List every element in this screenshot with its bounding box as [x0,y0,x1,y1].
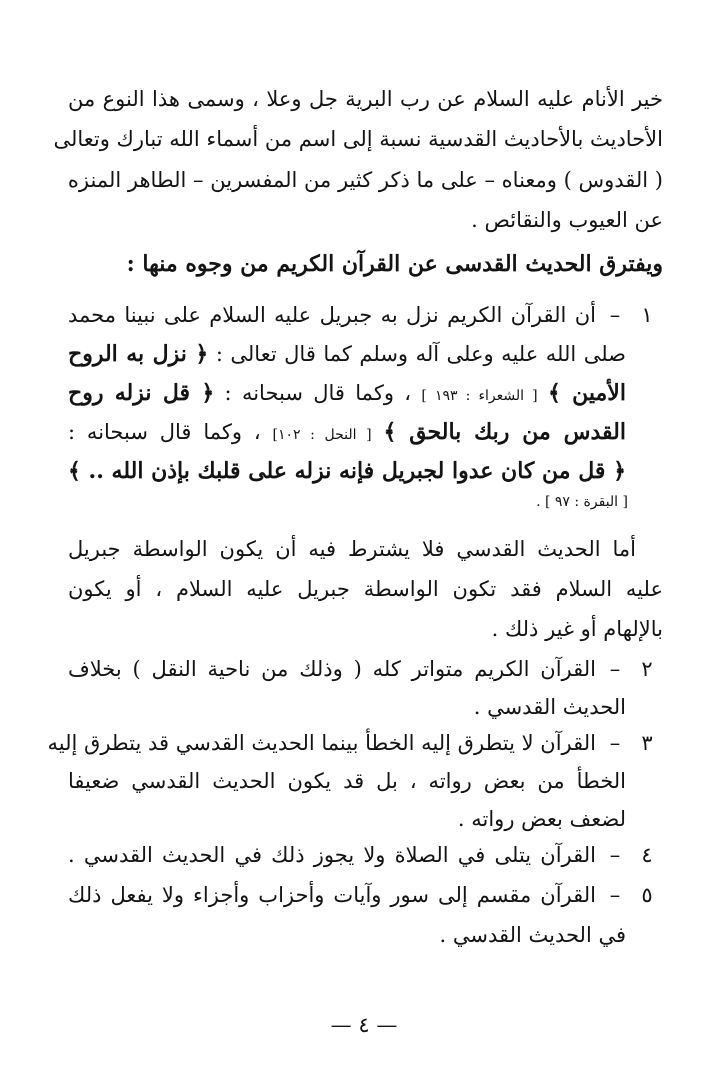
quran-quote-2-end: القدس من ربك بالحق ﴾ [383,419,626,445]
reference-nahl: [ النحل : ١٠٢] [272,427,372,443]
para2-line-1: أما الحديث القدسي فلا يشترط فيه أن يكون الواسطة جبريل [68,537,636,561]
intro-line-4: عن العيوب والنقائص . [471,208,663,232]
reference-baqara: [ البقرة : ٩٧ ] . [536,494,628,510]
item-1-line-2-text: صلى الله عليه وعلى آله وسلم كما قال تعالى : [215,342,626,366]
para2-line-3: بالإلهام أو غير ذلك . [491,617,663,641]
item-2-dash: – [609,657,621,681]
item-4-line-1: القرآن يتلى في الصلاة ولا يجوز ذلك في الحديث القدسي . [68,843,596,867]
quran-quote-2-start: ﴿ قل نزله روح [68,380,215,406]
quran-quote-3: ﴿ قل من كان عدوا لجبريل فإنه نزله على قلبك بإذن الله .. ﴾ [68,458,626,484]
item-3-number: ٣ [641,731,653,755]
quran-quote-1-end: الأمين ﴾ [547,380,626,406]
item-1-line-1: أن القرآن الكريم نزل به جبريل عليه السلام على نبينا محمد [68,303,596,327]
intro-line-1: خير الأنام عليه السلام عن رب البرية جل وعلا ، وسمى هذا النوع من [68,87,663,111]
item-5-line-2: في الحديث القدسي . [439,923,626,947]
item-1-line-3-text: ، وكما قال سبحانه : [224,381,412,405]
intro-line-2: الأحاديث بالأحاديث القدسية نسبة إلى اسم من أسماء الله تبارك وتعالى [53,127,663,151]
item-5-dash: – [609,883,621,907]
item-3-line-2: الخطأ من بعض رواته ، بل قد يكون الحديث القدسي ضعيفا [68,769,626,793]
item-3-dash: – [609,731,621,755]
item-1-line-3 [68,376,626,413]
quran-quote-1-start: ﴿ نزل به الروح [68,341,209,367]
item-1-line-4-text: ، وكما قال سبحانه : [68,420,261,444]
item-5-line-1: القرآن مقسم إلى سور وآيات وأحزاب وأجزاء ولا يفعل ذلك [68,883,596,907]
item-1-line-2 [68,337,626,371]
item-4-dash: – [609,843,621,867]
section-heading: ويفترق الحديث القدسى عن القرآن الكريم من وجوه منها : [126,251,663,277]
item-5-number: ٥ [641,883,653,907]
item-2-line-1: القرآن الكريم متواتر كله ( وذلك من ناحية النقل ) بخلاف [68,657,596,681]
item-2-number: ٢ [641,657,653,681]
item-3-line-3: لضعف بعض رواته . [457,807,626,831]
item-4-number: ٤ [641,843,653,867]
item-1-dash: – [609,303,621,327]
intro-line-3: ( القدوس ) ومعناه – على ما ذكر كثير من المفسرين – الطاهر المنزه [67,168,663,192]
reference-shuara: [ الشعراء : ١٩٣ ] [421,388,538,404]
para2-line-2: عليه السلام فقد تكون الواسطة جبريل عليه السلام ، أو يكون [68,577,663,601]
page-number: — ٤ — [330,1013,398,1037]
item-1-line-4 [68,415,626,452]
item-2-line-2: الحديث القدسي . [473,695,626,719]
item-1-number: ١ [641,303,653,327]
item-3-line-1: القرآن لا يتطرق إليه الخطأ بينما الحديث القدسي قد يتطرق إليه [47,731,596,755]
